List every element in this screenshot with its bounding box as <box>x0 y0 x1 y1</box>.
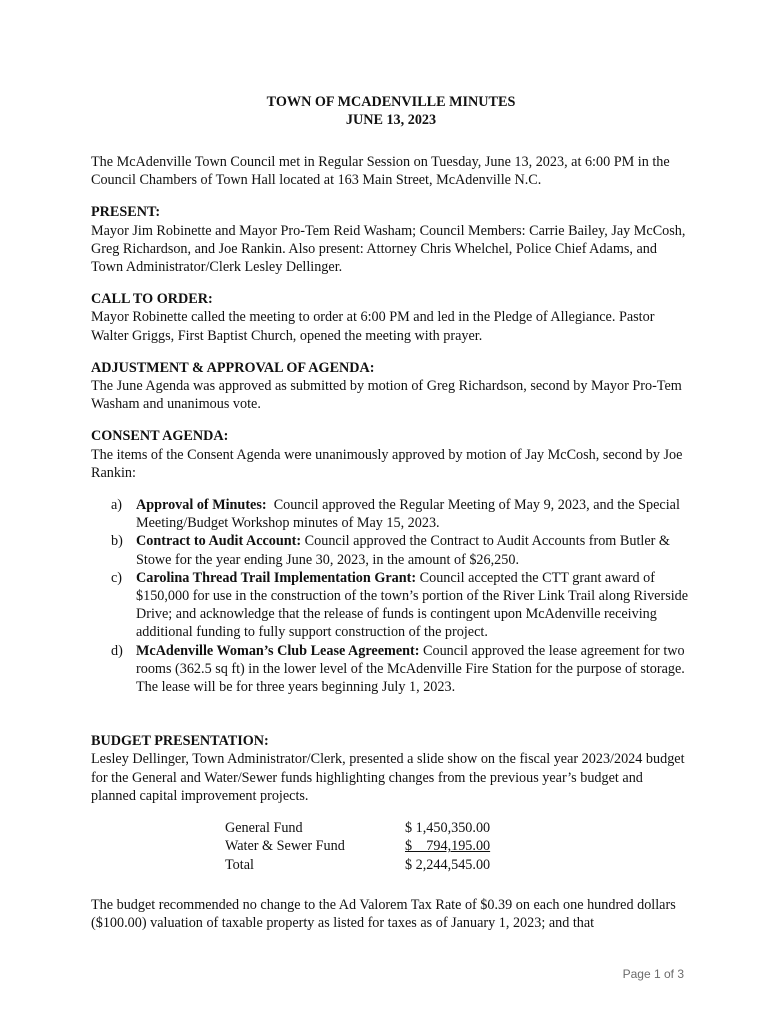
item-title: Approval of Minutes: <box>136 497 267 514</box>
title-line-1: TOWN OF MCADENVILLE MINUTES <box>266 94 516 110</box>
item-text: Council approved the Contract to Audit Accounts from Butler & Stowe for the year ending June 30, 2023, in the amount of $26,250. <box>136 533 674 568</box>
call-to-order-section <box>91 290 691 345</box>
budget-text: Lesley Dellinger, Town Administrator/Clerk, presented a slide show on the fiscal year 2023/2024 budget for the General and Water/Sewer funds highlighting changes from the previous year’s budget and planned capital improvement projects. <box>91 751 685 804</box>
document-body <box>91 93 691 932</box>
page-number: Page 1 of 3 <box>622 967 684 981</box>
consent-items-list <box>91 496 691 696</box>
list-item <box>91 532 691 568</box>
list-marker: d) <box>111 642 123 659</box>
table-row <box>225 856 490 874</box>
present-heading: PRESENT: <box>91 204 161 221</box>
list-marker: a) <box>111 497 123 514</box>
fund-amount-underlined: $ 794,195.00 <box>405 838 491 855</box>
present-text: Mayor Jim Robinette and Mayor Pro-Tem Reid Washam; Council Members: Carrie Bailey, Jay McCosh, Greg Richardson, and Joe Rankin. Also present: Attorney Chris Whelchel, Police Chief Adams, and Town Administrator/Clerk Lesley Dellinger. <box>91 222 686 276</box>
fund-name: Total <box>225 856 254 873</box>
list-marker: b) <box>111 533 123 550</box>
consent-agenda-text: The items of the Consent Agenda were unanimously approved by motion of Jay McCosh, second by Joe Rankin: <box>91 446 683 481</box>
call-to-order-text: Mayor Robinette called the meeting to order at 6:00 PM and led in the Pledge of Allegiance. Pastor Walter Griggs, First Baptist Church, opened the meeting with prayer. <box>91 309 655 344</box>
budget-table <box>225 819 490 874</box>
table-row <box>225 837 490 855</box>
list-item <box>91 642 691 697</box>
title-line-2: JUNE 13, 2023 <box>345 112 437 128</box>
item-title: Contract to Audit Account: <box>136 533 302 550</box>
intro-paragraph: The McAdenville Town Council met in Regular Session on Tuesday, June 13, 2023, at 6:00 PM in the Council Chambers of Town Hall located at 163 Main Street, McAdenville N.C. <box>91 154 670 189</box>
item-text: Council accepted the CTT grant award of $150,000 for use in the construction of the town’s portion of the River Link Trail along Riverside Drive; and acknowledge that the release of funds is contingent upon McAdenville receiving additional funding to fully support construction of the project. <box>136 569 692 641</box>
present-section <box>91 203 691 276</box>
list-item <box>91 569 691 642</box>
item-title: Carolina Thread Trail Implementation Grant: <box>136 569 417 586</box>
fund-amount: $ 2,244,545.00 <box>405 856 491 873</box>
item-text: Council approved the lease agreement for two rooms (362.5 sq ft) in the lower level of the McAdenville Fire Station for the purpose of storage. The lease will be for three years beginning July 1, 2023. <box>136 642 689 696</box>
agenda-text: The June Agenda was approved as submitted by motion of Greg Richardson, second by Mayor Pro-Tem Washam and unanimous vote. <box>91 378 682 413</box>
agenda-section <box>91 359 691 414</box>
consent-agenda-heading: CONSENT AGENDA: <box>91 428 229 445</box>
list-marker: c) <box>111 569 123 586</box>
fund-amount <box>405 837 490 855</box>
item-title: McAdenville Woman’s Club Lease Agreement: <box>136 642 420 659</box>
document-title <box>91 93 691 129</box>
fund-name: Water & Sewer Fund <box>225 838 345 855</box>
table-row <box>225 819 490 837</box>
tax-paragraph: The budget recommended no change to the Ad Valorem Tax Rate of $0.39 on each one hundred dollars ($100.00) valuation of taxable property as listed for taxes as of January 1, 2023; and that <box>91 896 676 931</box>
budget-section <box>91 732 691 873</box>
budget-heading: BUDGET PRESENTATION: <box>91 733 269 750</box>
fund-amount: $ 1,450,350.00 <box>405 820 491 837</box>
item-text: Council approved the Regular Meeting of May 9, 2023, and the Special Meeting/Budget Workshop minutes of May 15, 2023. <box>136 497 684 532</box>
call-to-order-heading: CALL TO ORDER: <box>91 291 213 308</box>
list-item <box>91 496 691 532</box>
fund-name: General Fund <box>225 820 303 837</box>
agenda-heading: ADJUSTMENT & APPROVAL OF AGENDA: <box>91 359 375 376</box>
consent-agenda-section <box>91 427 691 696</box>
